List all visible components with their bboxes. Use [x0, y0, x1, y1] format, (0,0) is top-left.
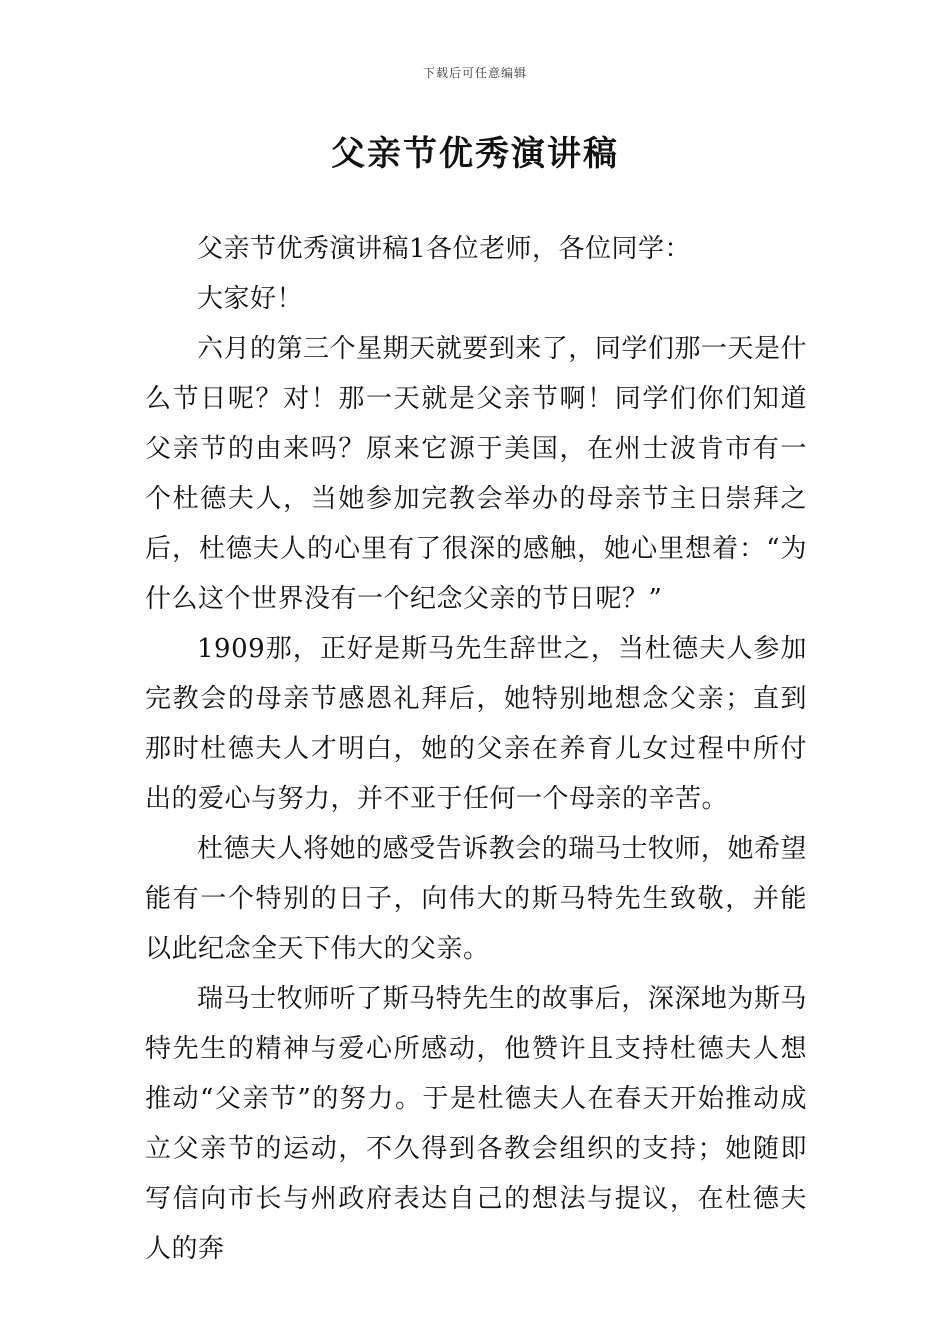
paragraph-movement: 瑞马士牧师听了斯马特先生的故事后，深深地为斯马特先生的精神与爱心所感动，他赞许且支持杜德夫人想推动“父亲节”的努力。于是杜德夫人在春天开始推动成立父亲节的运动，不久得到各教会组织的支持；她随即写信向市长与州政府表达自己的想法与提议，在杜德夫人的奔 [145, 984, 807, 1264]
paragraph-pastor: 杜德夫人将她的感受告诉教会的瑞马士牧师，她希望能有一个特别的日子，向伟大的斯马特先生致敬，并能以此纪念全天下伟大的父亲。 [145, 834, 807, 964]
paragraph-hello: 大家好！ [197, 284, 304, 314]
paragraph-greeting-line: 父亲节优秀演讲稿1各位老师，各位同学： [197, 234, 692, 264]
document-title: 父亲节优秀演讲稿 [331, 134, 619, 174]
page-header-note: 下载后可任意编辑 [422, 66, 527, 80]
paragraph-origin: 六月的第三个星期天就要到来了，同学们那一天是什么节日呢？对！那一天就是父亲节啊！同学们你们知道父亲节的由来吗？原来它源于美国，在州士波肯市有一个杜德夫人，当她参加完教会举办的母亲节主日崇拜之后，杜德夫人的心里有了很深的感触，她心里想着：“为什么这个世界没有一个纪念父亲的节日呢？” [145, 334, 807, 614]
document-body [145, 224, 807, 1274]
paragraph-1909: 1909那，正好是斯马先生辞世之，当杜德夫人参加完教会的母亲节感恩礼拜后，她特别地想念父亲；直到那时杜德夫人才明白，她的父亲在养育儿女过程中所付出的爱心与努力，并不亚于任何一个母亲的辛苦。 [145, 634, 807, 814]
